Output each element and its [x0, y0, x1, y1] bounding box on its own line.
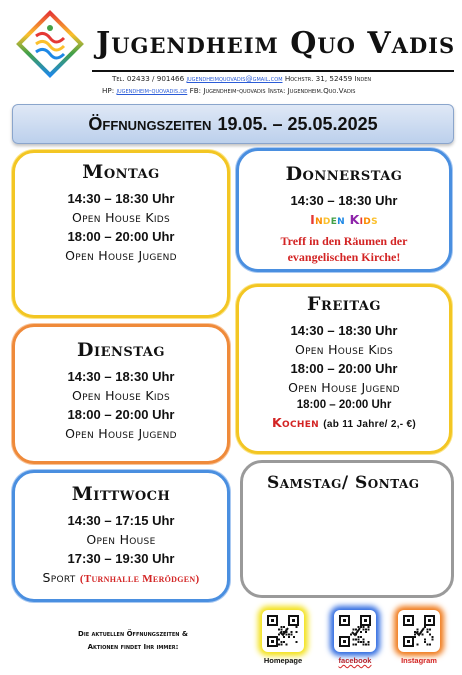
- qr-label: Instagram: [401, 656, 437, 665]
- time-slot: 14:30 – 18:30 Uhr: [290, 323, 398, 338]
- activity: Kochen: [272, 415, 319, 430]
- logo-icon: [14, 8, 86, 80]
- activity-note: (ab 11 Jahre/ 2,- €): [323, 419, 416, 430]
- day-name: Mittwoch: [71, 483, 171, 505]
- time-slot: 18:00 – 20:00 Uhr: [67, 407, 175, 422]
- time-slot: 14:30 – 17:15 Uhr: [67, 513, 175, 528]
- time-slot: 14:30 – 18:30 Uhr: [67, 369, 175, 384]
- location-note: Treff in den Räumen der evangelischen Kirche!: [280, 234, 408, 264]
- qr-facebook[interactable]: [334, 610, 376, 665]
- address-text: Hochstr. 31, 52459 Inden: [284, 74, 372, 83]
- qr-code-icon: [262, 610, 304, 652]
- time-slot: 18:00 – 20:00 Uhr: [290, 361, 398, 376]
- day-card-montag: [12, 150, 230, 318]
- day-card-freitag: [236, 284, 452, 454]
- homepage-link[interactable]: jugendheim-quovadis.de: [116, 86, 188, 95]
- activity: Open House Kids: [294, 342, 394, 357]
- day-card-weekend: [240, 460, 454, 598]
- day-name: Montag: [82, 161, 160, 183]
- activity: Open House Kids: [71, 210, 171, 225]
- activity-with-note: [15, 570, 227, 585]
- activity-note: (Turnhalle Merödgen): [79, 573, 200, 585]
- activity: Open House: [86, 532, 156, 547]
- opening-label: Öffnungszeiten: [88, 113, 212, 134]
- activity-rainbow: Inden Kids: [310, 212, 378, 227]
- activity: Open House Jugend: [65, 248, 177, 263]
- footer-line-2: Aktionen findet Ihr immer:: [87, 643, 179, 651]
- footer-note: [58, 628, 208, 654]
- day-name: Donnerstag: [285, 163, 403, 185]
- title-underline: [92, 70, 454, 72]
- page-title: Jugendheim Quo Vadis: [96, 26, 456, 61]
- day-name: Dienstag: [77, 339, 165, 361]
- email-link[interactable]: jugendheimquovadis@gmail.com: [186, 74, 283, 83]
- time-slot: 14:30 – 18:30 Uhr: [290, 193, 398, 208]
- activity: Open House Jugend: [65, 426, 177, 441]
- activity: Open House Kids: [71, 388, 171, 403]
- hp-label: HP:: [102, 86, 115, 95]
- qr-code-icon: [334, 610, 376, 652]
- activity: Sport: [42, 570, 76, 585]
- time-slot: 18:00 – 20:00 Uhr: [296, 399, 392, 411]
- opening-dates: 19.05. – 25.05.2025: [217, 113, 378, 134]
- qr-label: facebook: [338, 656, 372, 665]
- time-slot: 17:30 – 19:30 Uhr: [67, 551, 175, 566]
- footer-line-1: Die aktuellen Öffnungszeiten &: [78, 630, 188, 638]
- time-slot: 14:30 – 18:30 Uhr: [67, 191, 175, 206]
- qr-label: Homepage: [263, 656, 303, 665]
- day-card-dienstag: [12, 324, 230, 464]
- qr-homepage[interactable]: [262, 610, 304, 665]
- activity: Open House Jugend: [288, 380, 400, 395]
- day-card-mittwoch: [12, 470, 230, 602]
- day-card-donnerstag: [236, 148, 452, 272]
- qr-instagram[interactable]: [398, 610, 440, 665]
- opening-hours-banner: [12, 104, 454, 144]
- instagram-text: Insta: Jugendheim.Quo.Vadis: [267, 86, 356, 95]
- facebook-text: FB: Jugendheim-quovadis: [189, 86, 266, 95]
- activity-with-note: [239, 415, 449, 430]
- qr-code-icon: [398, 610, 440, 652]
- day-name: Samstag/ Sontag: [267, 473, 420, 493]
- contact-line-1: [112, 74, 371, 83]
- day-name: Freitag: [307, 293, 381, 315]
- time-slot: 18:00 – 20:00 Uhr: [67, 229, 175, 244]
- phone-text: Tel. 02433 / 901466: [112, 74, 185, 83]
- contact-line-2: [102, 86, 355, 95]
